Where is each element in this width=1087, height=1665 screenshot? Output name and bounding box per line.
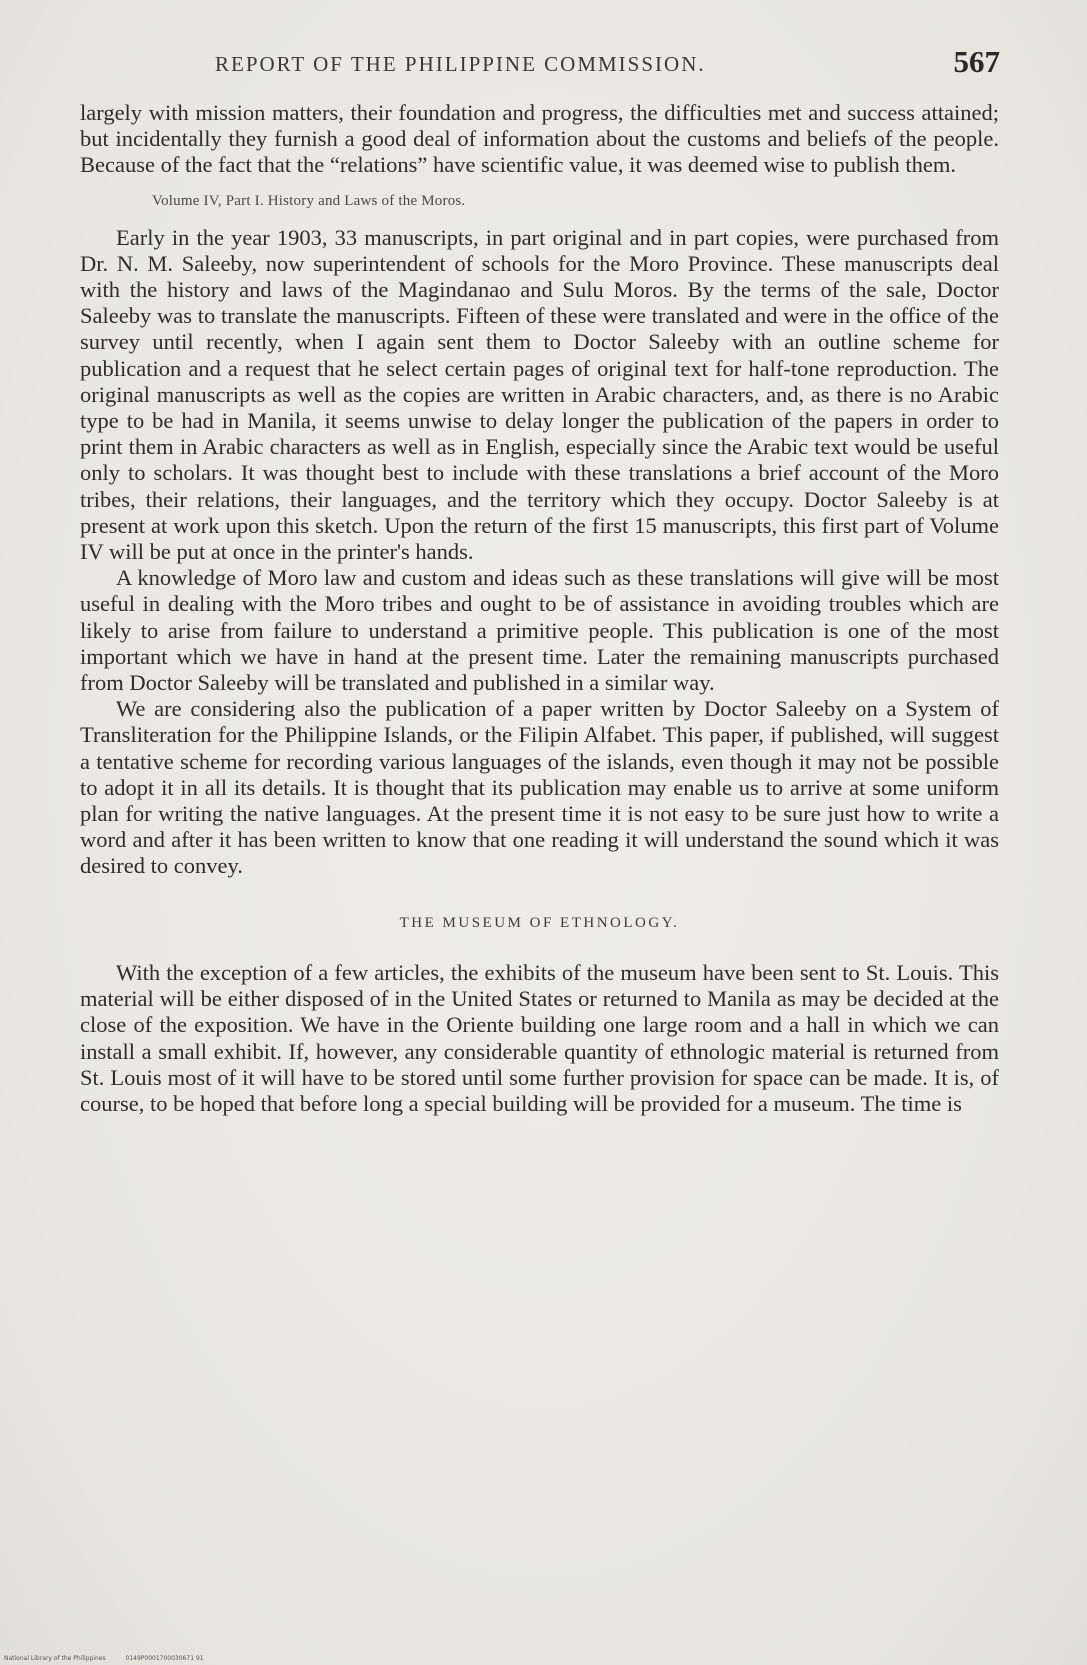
page-number: 567 xyxy=(953,44,1000,79)
paragraph-museum: With the exception of a few articles, the exhibits of the museum have been sent to St. Louis. This material will be either disposed of in the United States or returned to Manila as may be decided at the close of the exposition. We have in the Oriente building one large room and a hall in which we can install a small exhibit. If, however, any considerable quantity of ethnologic material is returned from St. Louis most of it will have to be stored until some further provision for space can be made. It is, of course, to be hoped that before long a special building will be provided for a museum. The time is xyxy=(80,959,999,1116)
paragraph-manuscripts: Early in the year 1903, 33 manuscripts, in part original and in part copies, were purchased from Dr. N. M. Saleeby, now superintendent of schools for the Moro Province. These manuscripts deal with the history and laws of the Magindanao and Sulu Moros. By the terms of the sale, Doctor Saleeby was to translate the manuscripts. Fifteen of these were translated and were in the office of the survey until recently, when I again sent them to Doctor Saleeby with an outline scheme for publication and a request that he select certain pages of original text for half-tone reproduction. The original manuscripts as well as the copies are written in Arabic characters, and, as there is no Arabic type to be had in Manila, it seems unwise to delay longer the publication of the papers in order to print them in Arabic characters as well as in English, especially since the Arabic text would be useful only to scholars. It was thought best to include with these translations a brief account of the Moro tribes, their relations, their languages, and the territory which they occupy. Doctor Saleeby is at present at work upon this sketch. Upon the return of the first 15 manuscripts, this first part of Volume IV will be put at once in the printer's hands. xyxy=(80,224,999,565)
running-title: REPORT OF THE PHILIPPINE COMMISSION. xyxy=(215,52,706,76)
scan-code: 0149P0001700030671 91 xyxy=(125,1655,204,1662)
paragraph-moro-law: A knowledge of Moro law and custom and ideas such as these translations will give will be most useful in dealing with the Moro tribes and ought to be of assistance in avoiding troubles which are likely to arise from failure to understand a primitive people. This publication is one of the most important which we have in hand at the present time. Later the remaining manuscripts purchased from Doctor Saleeby will be translated and published in a similar way. xyxy=(80,565,999,696)
paragraph-continued: largely with mission matters, their foundation and progress, the difficulties met and success attained; but incidentally they furnish a good deal of information about the customs and beliefs of the people. Because of the fact that the “relations” have scientific value, it was deemed wise to publish them. xyxy=(80,100,999,178)
paragraph-transliteration: We are considering also the publication of a paper written by Doctor Saleeby on a System of Transliteration for the Philippine Islands, or the Filipin Alfabet. This paper, if published, will suggest a tentative scheme for recording various languages of the islands, even though it may not be possible to adopt it in all its details. It is thought that its publication may enable us to arrive at some uniform plan for writing the native languages. At the present time it is not easy to be sure just how to write a word and after it has been written to know that one reading it will understand the sound which it was desired to convey. xyxy=(80,696,999,879)
scan-footer xyxy=(4,1655,222,1662)
library-credit: National Library of the Philippines xyxy=(4,1655,106,1662)
section-heading-museum: THE MUSEUM OF ETHNOLOGY. xyxy=(399,914,680,931)
running-head xyxy=(80,44,1000,84)
volume-subheading: Volume IV, Part I. History and Laws of the Moros. xyxy=(152,192,466,209)
body-text xyxy=(80,100,999,1117)
